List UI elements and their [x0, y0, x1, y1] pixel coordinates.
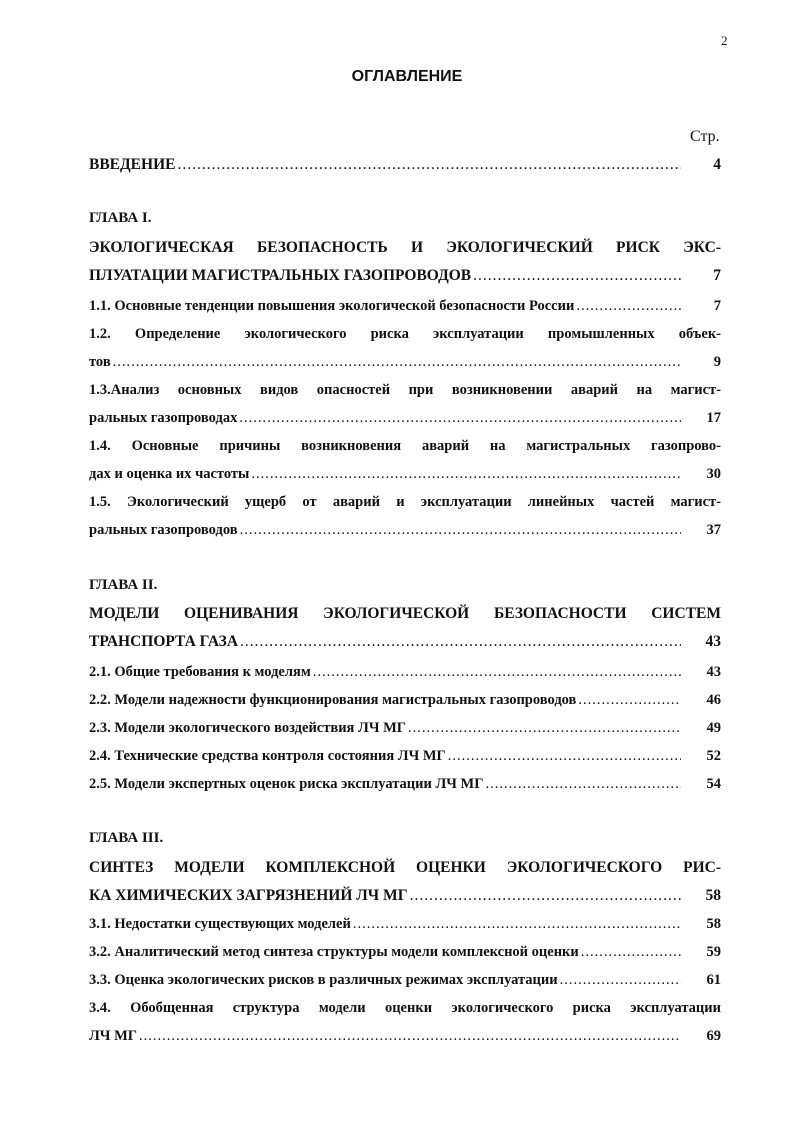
- toc-section-2-2[interactable]: [89, 686, 721, 714]
- toc-entry-text: 2.1. Общие требования к моделям: [89, 664, 311, 680]
- toc-entry-text: 1.1. Основные тенденции повышения экологической безопасности России: [89, 298, 575, 314]
- dot-leader: [448, 742, 681, 770]
- toc-entry-text: 3.3. Оценка экологических рисков в различных режимах эксплуатации: [89, 972, 558, 988]
- toc-page-number: 7: [713, 267, 721, 284]
- toc-chapter-1[interactable]: [89, 234, 721, 290]
- toc-entry-intro[interactable]: [89, 151, 721, 179]
- toc-page-number: 43: [705, 633, 721, 650]
- page-column-header: Стр.: [690, 128, 720, 145]
- toc-section-3-1[interactable]: [89, 910, 721, 938]
- toc-section-3-3[interactable]: [89, 966, 721, 994]
- toc-entry-text: 2.5. Модели экспертных оценок риска эксплуатации ЛЧ МГ: [89, 776, 484, 792]
- toc-section-1-3[interactable]: [89, 376, 721, 432]
- dot-leader: [139, 1022, 681, 1050]
- toc-section-3-2[interactable]: [89, 938, 721, 966]
- toc-page-number: 54: [706, 776, 721, 792]
- chapter-label: ГЛАВА III.: [89, 830, 164, 846]
- chapter-label: ГЛАВА I.: [89, 210, 152, 226]
- toc-page-number: 49: [706, 720, 721, 736]
- toc-entry-text: ЛЧ МГ: [89, 1028, 137, 1044]
- dot-leader: [576, 292, 681, 320]
- toc-entry-text: ральных газопроводов: [89, 522, 238, 538]
- toc-entry-text: 3.4. Обобщенная структура модели оценки экологического риска эксплуатации: [89, 1000, 721, 1016]
- chapter-title-line: ТРАНСПОРТА ГАЗА: [89, 633, 239, 650]
- dot-leader: [313, 658, 681, 686]
- chapter-title-line: КА ХИМИЧЕСКИХ ЗАГРЯЗНЕНИЙ ЛЧ МГ: [89, 887, 408, 904]
- toc-page-number: 7: [713, 298, 721, 314]
- dot-leader: [113, 348, 681, 376]
- dot-leader: [410, 882, 681, 910]
- toc-page-number: 46: [706, 692, 721, 708]
- dot-leader: [239, 404, 681, 432]
- chapter-title-line: ПЛУАТАЦИИ МАГИСТРАЛЬНЫХ ГАЗОПРОВОДОВ: [89, 267, 472, 284]
- dot-leader: [408, 714, 681, 742]
- toc-entry-text: ВВЕДЕНИЕ: [89, 156, 176, 173]
- toc-page-number: 43: [706, 664, 721, 680]
- toc-page-number: 30: [706, 466, 721, 482]
- dot-leader: [177, 151, 681, 179]
- toc-page-number: 59: [706, 944, 721, 960]
- dot-leader: [251, 460, 681, 488]
- toc-entry-text: 2.4. Технические средства контроля состояния ЛЧ МГ: [89, 748, 446, 764]
- chapter-label: ГЛАВА II.: [89, 577, 158, 593]
- toc-page-number: 9: [713, 354, 721, 370]
- dot-leader: [473, 262, 681, 290]
- toc-page-number: 52: [706, 748, 721, 764]
- toc-entry-text: 1.5. Экологический ущерб от аварий и эксплуатации линейных частей магист-: [89, 494, 721, 510]
- toc-entry-text: 3.1. Недостатки существующих моделей: [89, 916, 351, 932]
- toc-page-number: 69: [706, 1028, 721, 1044]
- toc-entry-text: 2.3. Модели экологического воздействия ЛЧ МГ: [89, 720, 407, 736]
- dot-leader: [485, 770, 681, 798]
- dot-leader: [240, 628, 681, 656]
- toc-entry-text: тов: [89, 354, 111, 370]
- chapter-title-line: ЭКОЛОГИЧЕСКАЯ БЕЗОПАСНОСТЬ И ЭКОЛОГИЧЕСКИЙ РИСК ЭКС-: [89, 239, 721, 256]
- toc-section-1-2[interactable]: [89, 320, 721, 376]
- toc-chapter-2[interactable]: [89, 600, 721, 656]
- toc-section-2-4[interactable]: [89, 742, 721, 770]
- chapter-title-line: МОДЕЛИ ОЦЕНИВАНИЯ ЭКОЛОГИЧЕСКОЙ БЕЗОПАСНОСТИ СИСТЕМ: [89, 605, 721, 622]
- toc-entry-text: ральных газопроводах: [89, 410, 238, 426]
- page-title: ОГЛАВЛЕНИЕ: [351, 68, 463, 85]
- dot-leader: [240, 516, 681, 544]
- dot-leader: [578, 686, 681, 714]
- page-number: 2: [721, 33, 728, 48]
- toc-entry-text: 1.3.Анализ основных видов опасностей при возникновении аварий на магист-: [89, 382, 721, 398]
- toc-section-3-4[interactable]: [89, 994, 721, 1050]
- toc-entry-text: 2.2. Модели надежности функционирования магистральных газопроводов: [89, 692, 577, 708]
- toc-entry-text: дах и оценка их частоты: [89, 466, 250, 482]
- toc-section-1-5[interactable]: [89, 488, 721, 544]
- dot-leader: [581, 938, 681, 966]
- toc-page-number: 37: [706, 522, 721, 538]
- dot-leader: [353, 910, 681, 938]
- toc-section-1-1[interactable]: [89, 292, 721, 320]
- toc-page-number: 17: [706, 410, 721, 426]
- dot-leader: [560, 966, 681, 994]
- toc-page-number: 58: [705, 887, 721, 904]
- toc-section-2-1[interactable]: [89, 658, 721, 686]
- toc-entry-text: 3.2. Аналитический метод синтеза структуры модели комплексной оценки: [89, 944, 579, 960]
- toc-section-2-5[interactable]: [89, 770, 721, 798]
- chapter-title-line: СИНТЕЗ МОДЕЛИ КОМПЛЕКСНОЙ ОЦЕНКИ ЭКОЛОГИЧЕСКОГО РИС-: [89, 859, 721, 876]
- toc-chapter-3[interactable]: [89, 854, 721, 910]
- toc-page-number: 61: [706, 972, 721, 988]
- toc-page-number: 58: [706, 916, 721, 932]
- toc-entry-text: 1.4. Основные причины возникновения аварий на магистральных газопрово-: [89, 438, 721, 454]
- toc-section-1-4[interactable]: [89, 432, 721, 488]
- toc-page-number: 4: [713, 156, 721, 173]
- toc-entry-text: 1.2. Определение экологического риска эксплуатации промышленных объек-: [89, 326, 721, 342]
- toc-section-2-3[interactable]: [89, 714, 721, 742]
